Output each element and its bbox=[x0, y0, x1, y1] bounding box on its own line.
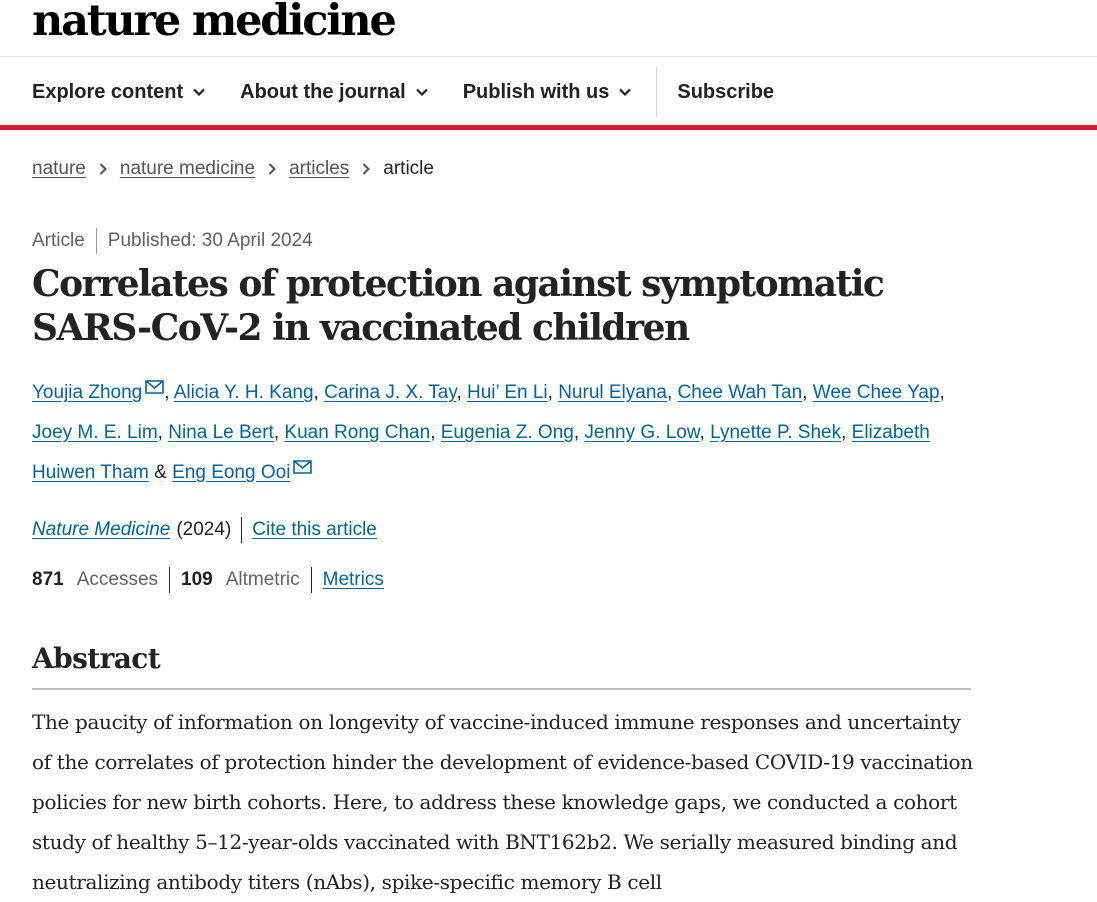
nav-publish-with-us[interactable] bbox=[463, 81, 633, 104]
altmetric-count: 109 bbox=[181, 569, 213, 590]
chevron-right-icon bbox=[98, 162, 108, 176]
breadcrumb-articles[interactable]: articles bbox=[289, 158, 350, 179]
nav-label: Publish with us bbox=[462, 80, 610, 103]
chevron-down-icon bbox=[192, 85, 206, 99]
nature-medicine-logo[interactable]: nature medicine bbox=[32, 0, 395, 46]
nav-subscribe[interactable] bbox=[677, 81, 774, 104]
author-list bbox=[32, 373, 962, 493]
journal-citation bbox=[32, 517, 377, 543]
author-separator: & bbox=[148, 462, 173, 483]
accesses-label: Accesses bbox=[76, 569, 159, 590]
nav-label: Explore content bbox=[32, 80, 184, 103]
article-meta bbox=[32, 228, 313, 254]
nav-divider bbox=[656, 67, 657, 117]
author-separator: , bbox=[802, 382, 813, 403]
abstract-divider bbox=[32, 688, 971, 690]
journal-year: (2024) bbox=[176, 519, 232, 540]
chevron-down-icon bbox=[415, 85, 429, 99]
chevron-right-icon bbox=[361, 162, 371, 176]
cite-this-article-link[interactable]: Cite this article bbox=[252, 519, 377, 540]
breadcrumb-nature[interactable]: nature bbox=[32, 158, 86, 179]
nav-explore-content[interactable] bbox=[32, 81, 206, 104]
altmetric-label: Altmetric bbox=[225, 569, 300, 590]
article-title: Correlates of protection against symptomatic SARS-CoV-2 in vaccinated children bbox=[32, 263, 884, 349]
metrics-link[interactable]: Metrics bbox=[322, 569, 384, 590]
metrics-divider bbox=[311, 567, 312, 593]
citation-divider bbox=[241, 517, 242, 543]
author-link[interactable]: Eng Eong Ooi bbox=[172, 462, 291, 483]
author-separator: , bbox=[547, 382, 559, 403]
accesses-count: 871 bbox=[32, 569, 64, 590]
published-date: Published: 30 April 2024 bbox=[107, 230, 313, 251]
nav-about-journal[interactable] bbox=[240, 81, 429, 104]
author-link[interactable]: Wee Chee Yap bbox=[812, 382, 940, 403]
author-separator: , bbox=[157, 422, 169, 443]
abstract-text: The paucity of information on longevity of vaccine-induced immune responses and uncertainty of the correlates of protection hinder the development of evidence-based COVID-19 vaccination policies for new birth cohorts. Here, to address these knowledge gaps, we conducted a cohort study of healthy 5–12-year-olds vaccinated with BNT162b2. We serially measured binding and neutralizing antibody titers (nAbs), spike-specific memory B cell bbox=[32, 710, 973, 894]
meta-divider bbox=[96, 228, 97, 254]
author-separator: , bbox=[313, 382, 325, 403]
author-separator: , bbox=[573, 422, 585, 443]
author-separator: , bbox=[164, 382, 174, 403]
accent-bar bbox=[0, 125, 1097, 130]
author-link[interactable]: Jenny G. Low bbox=[584, 422, 700, 443]
author-link[interactable]: Elizabeth Huiwen Tham bbox=[32, 422, 930, 483]
breadcrumb-current: article bbox=[383, 158, 434, 179]
header-divider bbox=[0, 56, 1097, 57]
breadcrumb-nature-medicine[interactable]: nature medicine bbox=[119, 158, 256, 179]
author-link[interactable]: Alicia Y. H. Kang bbox=[173, 382, 314, 403]
journal-name-link[interactable]: Nature Medicine bbox=[32, 519, 171, 540]
author-separator: , bbox=[666, 382, 678, 403]
nav-label: Subscribe bbox=[677, 80, 775, 103]
mail-icon[interactable] bbox=[293, 460, 312, 474]
author-link[interactable]: Kuan Rong Chan bbox=[284, 422, 431, 443]
author-link[interactable]: Lynette P. Shek bbox=[710, 422, 842, 443]
breadcrumb bbox=[32, 158, 434, 180]
author-separator: , bbox=[939, 382, 945, 403]
author-link[interactable]: Carina J. X. Tay bbox=[324, 382, 457, 403]
author-separator: , bbox=[430, 422, 441, 443]
author-separator: , bbox=[841, 422, 852, 443]
main-nav bbox=[32, 66, 808, 118]
nav-label: About the journal bbox=[240, 80, 406, 103]
author-link[interactable]: Joey M. E. Lim bbox=[32, 422, 158, 443]
author-separator: , bbox=[273, 422, 285, 443]
author-separator: , bbox=[699, 422, 711, 443]
author-link[interactable]: Hui’ En Li bbox=[467, 382, 548, 403]
chevron-down-icon bbox=[618, 85, 632, 99]
author-link[interactable]: Eugenia Z. Ong bbox=[440, 422, 574, 443]
chevron-right-icon bbox=[267, 162, 277, 176]
abstract-heading: Abstract bbox=[32, 642, 161, 675]
mail-icon[interactable] bbox=[145, 380, 164, 394]
author-link[interactable]: Nurul Elyana bbox=[558, 382, 667, 403]
article-type: Article bbox=[32, 230, 85, 251]
author-link[interactable]: Youjia Zhong bbox=[32, 382, 143, 403]
article-metrics bbox=[32, 567, 384, 593]
metrics-divider bbox=[169, 567, 170, 593]
author-separator: , bbox=[456, 382, 468, 403]
author-link[interactable]: Chee Wah Tan bbox=[677, 382, 803, 403]
author-link[interactable]: Nina Le Bert bbox=[168, 422, 274, 443]
